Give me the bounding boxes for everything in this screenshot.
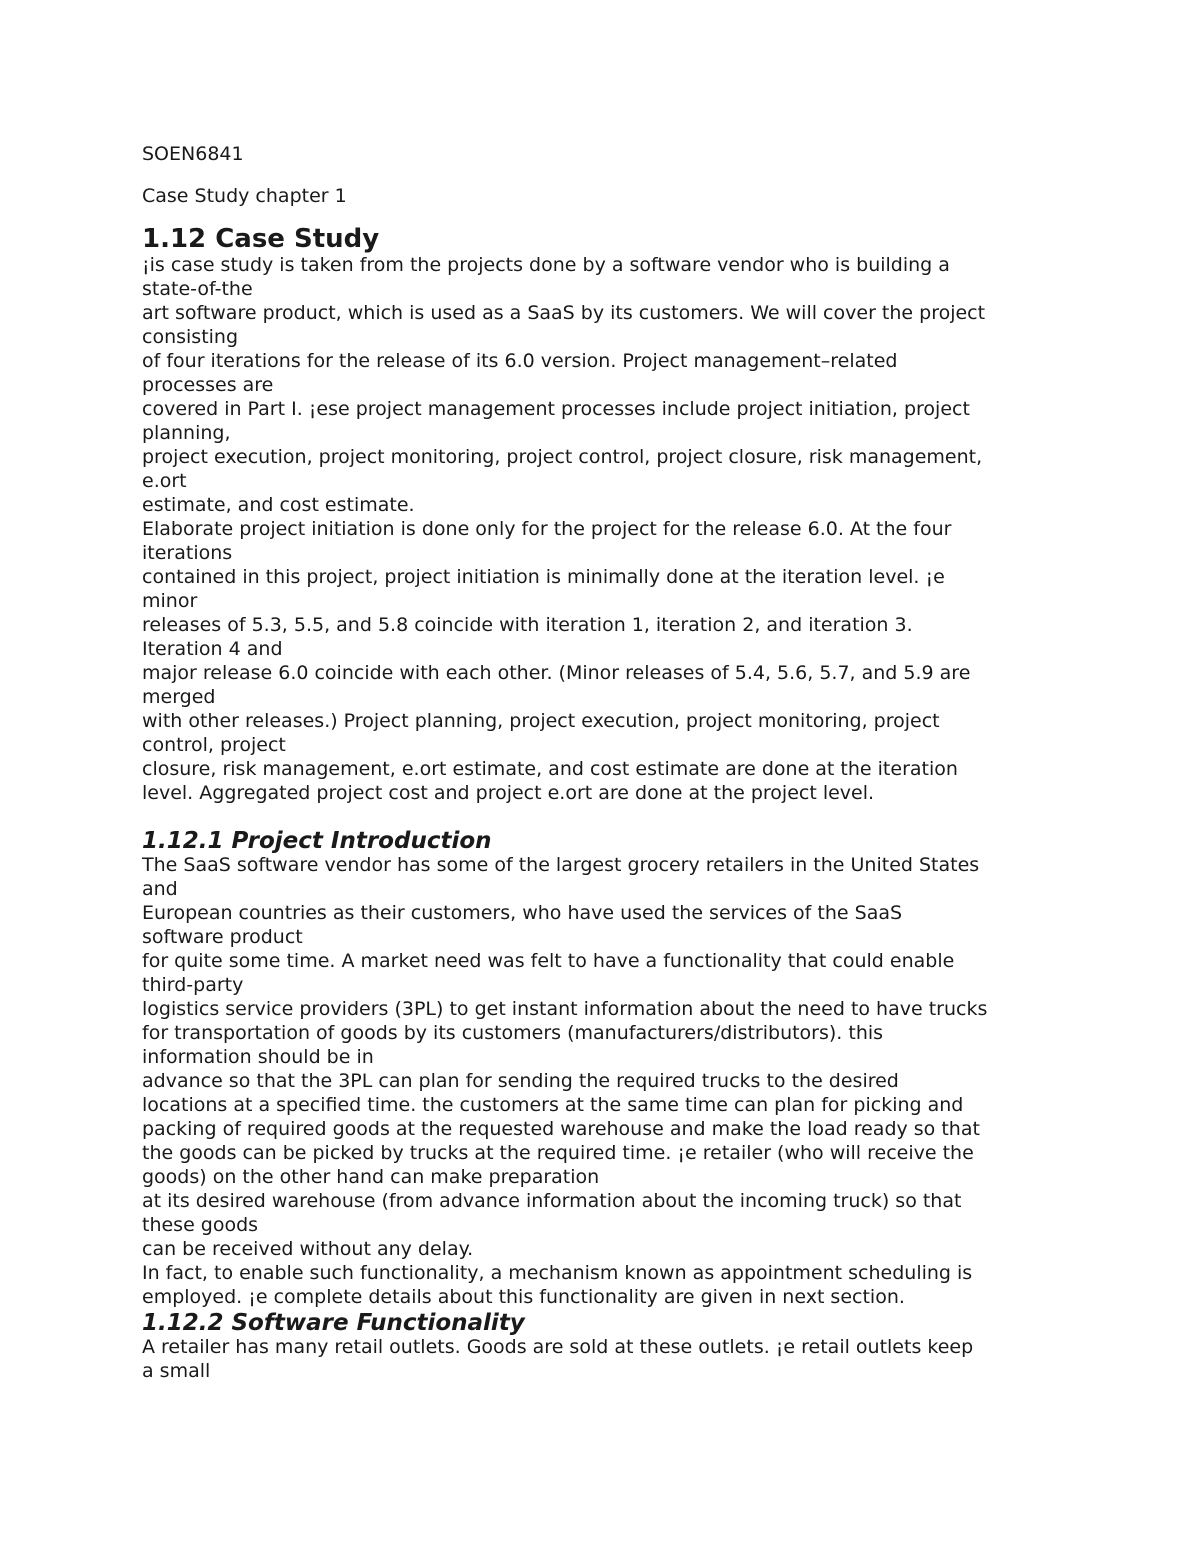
text-line: European countries as their customers, who have used the services of the SaaS — [142, 902, 903, 924]
section-heading-project-introduction: 1.12.1 Project Introduction — [142, 828, 492, 854]
section-heading-software-functionality: 1.12.2 Software Functionality — [142, 1310, 525, 1336]
text-line: locations at a specified time. the customers at the same time can plan for picking and — [142, 1094, 964, 1116]
text-line: ¡is case study is taken from the projects done by a software vendor who is building a — [142, 254, 950, 276]
text-line: art software product, which is used as a SaaS by its customers. We will cover the project — [142, 302, 986, 324]
text-line: at its desired warehouse (from advance information about the incoming truck) so that — [142, 1190, 962, 1212]
text-line: planning, — [142, 422, 231, 444]
course-code: SOEN6841 — [142, 143, 244, 165]
section-heading-case-study: 1.12 Case Study — [142, 224, 380, 254]
text-line: In fact, to enable such functionality, a mechanism known as appointment scheduling is — [142, 1262, 973, 1284]
section-body-software-functionality — [142, 1335, 1072, 1383]
text-line: advance so that the 3PL can plan for sending the required trucks to the desired — [142, 1070, 899, 1092]
text-line: closure, risk management, e.ort estimate, and cost estimate are done at the iteration — [142, 758, 958, 780]
text-line: merged — [142, 686, 216, 708]
text-line: logistics service providers (3PL) to get instant information about the need to have trucks — [142, 998, 988, 1020]
text-line: for quite some time. A market need was felt to have a functionality that could enable — [142, 950, 955, 972]
text-line: third-party — [142, 974, 244, 996]
text-line: with other releases.) Project planning, project execution, project monitoring, project — [142, 710, 940, 732]
document-subtitle: Case Study chapter 1 — [142, 185, 347, 207]
text-line: state-of-the — [142, 278, 253, 300]
text-line: Iteration 4 and — [142, 638, 283, 660]
text-line: control, project — [142, 734, 286, 756]
text-line: information should be in — [142, 1046, 374, 1068]
text-line: and — [142, 878, 178, 900]
text-line: goods) on the other hand can make preparation — [142, 1166, 600, 1188]
text-line: The SaaS software vendor has some of the largest grocery retailers in the United States — [142, 854, 980, 876]
text-line: contained in this project, project initiation is minimally done at the iteration level. ¡e — [142, 566, 945, 588]
text-line: these goods — [142, 1214, 259, 1236]
document-page — [142, 141, 1072, 1383]
text-line: e.ort — [142, 470, 187, 492]
text-line: level. Aggregated project cost and project e.ort are done at the project level. — [142, 782, 875, 804]
text-line: a small — [142, 1360, 211, 1382]
section-body-project-introduction — [142, 853, 1072, 1309]
text-line: for transportation of goods by its customers (manufacturers/distributors). this — [142, 1022, 884, 1044]
text-line: can be received without any delay. — [142, 1238, 474, 1260]
text-line: covered in Part I. ¡ese project management processes include project initiation, project — [142, 398, 970, 420]
text-line: releases of 5.3, 5.5, and 5.8 coincide with iteration 1, iteration 2, and iteration 3. — [142, 614, 913, 636]
section-body-case-study — [142, 253, 1072, 805]
text-line: packing of required goods at the requested warehouse and make the load ready so that — [142, 1118, 980, 1140]
text-line: project execution, project monitoring, project control, project closure, risk management, — [142, 446, 983, 468]
text-line: of four iterations for the release of its 6.0 version. Project management–related — [142, 350, 898, 372]
text-line: iterations — [142, 542, 233, 564]
text-line: employed. ¡e complete details about this functionality are given in next section. — [142, 1286, 905, 1308]
text-line: software product — [142, 926, 303, 948]
text-line: consisting — [142, 326, 239, 348]
text-line: minor — [142, 590, 198, 612]
text-line: A retailer has many retail outlets. Goods are sold at these outlets. ¡e retail outlets keep — [142, 1336, 974, 1358]
text-line: Elaborate project initiation is done only for the project for the release 6.0. At the four — [142, 518, 952, 540]
text-line: estimate, and cost estimate. — [142, 494, 415, 516]
text-line: major release 6.0 coincide with each other. (Minor releases of 5.4, 5.6, 5.7, and 5.9 are — [142, 662, 971, 684]
text-line: processes are — [142, 374, 274, 396]
text-line: the goods can be picked by trucks at the required time. ¡e retailer (who will receive the — [142, 1142, 974, 1164]
